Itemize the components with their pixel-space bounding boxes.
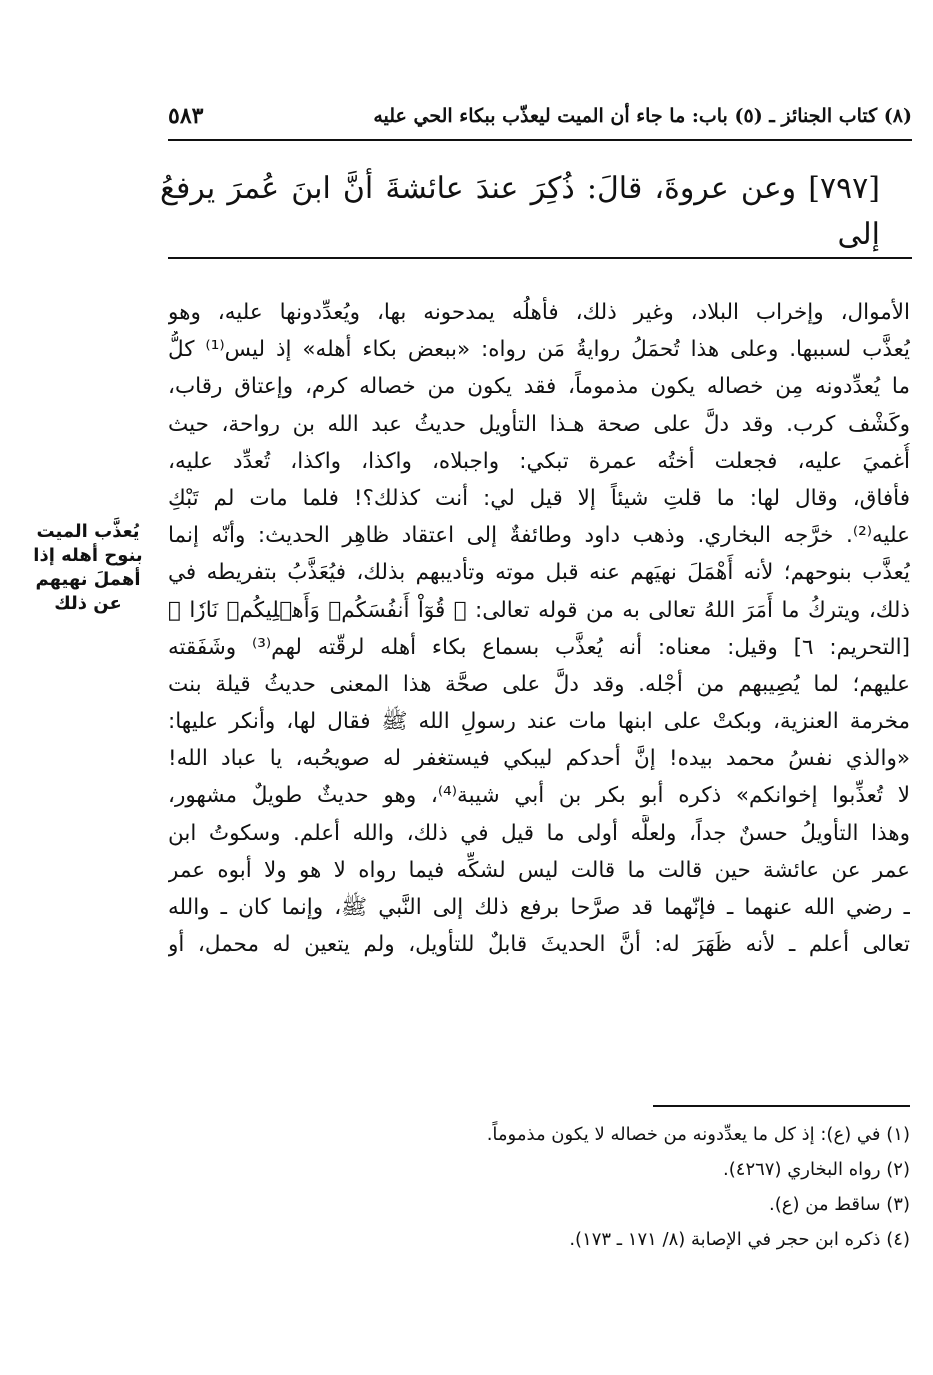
text-line: [التحريم: ٦] وقيل: معناه: أنه يُعذَّب بسماع بكاء أهله لرقّته لهم⁽³⁾ وشَفَقته	[168, 634, 910, 660]
text-line: ما يُعدِّدونه مِن خصاله يكون مذموماً، فقد يكون من خصاله كرم، وإعتاق رقاب،	[168, 374, 910, 400]
hadith-heading: [٧٩٧] وعن عروةَ، قالَ: ذُكِرَ عندَ عائشةَ أنَّ ابنَ عُمرَ يرفعُ إلى	[160, 171, 880, 252]
text-line: أُغميَ عليه، فجعلت أختُه عمرة تبكي: واجبلاه، واكذا، واكذا، تُعدِّد عليه،	[168, 448, 910, 474]
text-line: فأفاق، وقال لها: ما قلتِ شيئاً إلا قيل لي: أنت كذلك؟! فلما مات لم تَبْكِ	[168, 485, 910, 511]
text-line: وكَشْف كرب. وقد دلَّ على صحة هـذا التأويل حديثُ عبد الله بن رواحة، حيث	[168, 411, 910, 437]
page-number: ٥٨٣	[168, 103, 204, 129]
footnote: (٢) رواه البخاري (٤٢٦٧).	[723, 1159, 910, 1180]
footnote: (٤) ذكره ابن حجر في الإصابة (٨/ ١٧١ ـ ١٧٣).	[569, 1229, 910, 1250]
footnote: (٣) ساقط من (ع).	[769, 1194, 910, 1215]
text-line: «والذي نفسُ محمد بيده! إنَّ أحدكم ليبكي فيستغفر له صويحُبه، يا عباد الله!	[168, 746, 910, 772]
text-line: لا تُعذِّبوا إخوانكم» ذكره أبو بكر بن أبي شيبة⁽⁴⁾، وهو حديثٌ طويلٌ مشهور،	[168, 783, 910, 809]
footnote-divider	[653, 1105, 910, 1107]
commentary-text	[168, 294, 910, 963]
text-line: عليه⁽²⁾. خرَّجه البخاري. وذهب داود وطائفةٌ إلى اعتقاد ظاهِر الحديث: وأنّه إنما	[168, 523, 910, 549]
running-title: (٨) كتاب الجنائز ـ (٥) باب: ما جاء أن الميت ليعذّب ببكاء الحي عليه	[373, 105, 912, 127]
text-line: عمر عن عائشة حين قالت ما قالت ليس لشكِّه فيما رواه لا هو ولا أبوه عمر	[168, 857, 910, 883]
text-line: الأموال، وإخراب البلاد، وغير ذلك، فأهلُه يمدحونه بها، ويُعدِّدونها عليه، وهو	[168, 300, 910, 325]
margin-note: يُعذَّب الميت بنوح أهله إذا أهملَ نهيهم عن ذلك	[33, 521, 143, 614]
text-line: يُعذَّب بنوحهم؛ لأنه أَهْمَلَ نهيَهم عنه قبل موته وتأديبهم بذلك، فيُعَذَّبُ بتفريطه في	[168, 560, 910, 586]
text-line: ـ رضي الله عنهما ـ فإنّهما قد صرَّحا برفع ذلك إلى النَّبي ﷺ، وإنما كان ـ والله	[168, 895, 910, 920]
text-line: تعالى أعلم ـ لأنه ظَهَرَ له: أنَّ الحديثَ قابلٌ للتأويل، ولم يتعين له محمل، أو	[168, 932, 910, 958]
footnotes	[168, 1117, 910, 1257]
text-line: يُعذَّب لسببها. وعلى هذا تُحمَلُ روايةُ مَن رواه: «ببعض بكاء أهله» إذ ليس⁽¹⁾ كلُّ	[168, 337, 910, 363]
text-line: مخرمة العنزية، وبكتْ على ابنها مات عند رسولِ الله ﷺ فقال لها، وأنكر عليها:	[168, 709, 910, 735]
page-header	[168, 96, 912, 136]
hadith-divider	[168, 257, 912, 259]
text-line: عليهم؛ لما يُصِيبهم من أجْله. وقد دلَّ على صحَّة هذا المعنى حديثُ قيلة بنت	[168, 671, 910, 697]
text-line: ذلك، ويتركُ ما أَمَرَ اللهُ تعالى به من قوله تعالى: ﴿ قُوٓاْ أَنفُسَكُمۡ وَأَهۡلِيكُمۡ نَارٗا ﴾	[168, 597, 910, 623]
footnote: (١) في (ع): إذ كل ما يعدِّدونه من خصاله لا يكون مذموماً.	[486, 1124, 910, 1145]
header-divider	[168, 139, 912, 141]
text-line: وهذا التأويلُ حسنٌ جداً، ولعلَّه أولى ما قيل في ذلك، والله أعلم. وسكوتُ ابن	[168, 820, 910, 846]
